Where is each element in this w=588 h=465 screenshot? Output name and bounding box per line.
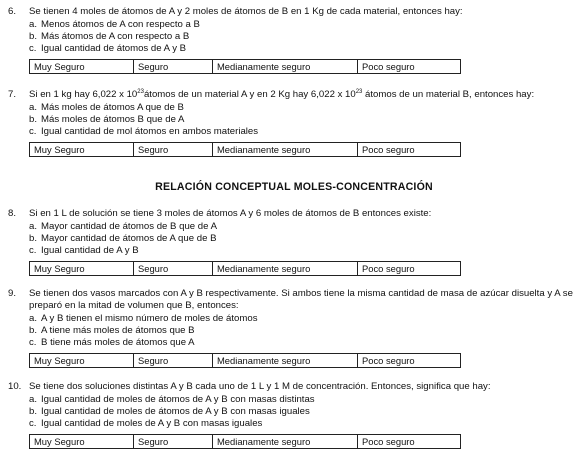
option-a[interactable]: a. Más moles de átomos A que de B [29, 102, 184, 113]
confidence-scale [29, 261, 461, 276]
question-text: Se tienen 4 moles de átomos de A y 2 moles de átomos de B en 1 Kg de cada material, entonces hay: [29, 6, 463, 17]
option-c[interactable]: c. Igual cantidad de A y B [29, 245, 139, 256]
question-stem [8, 208, 584, 220]
question-number: 6. [8, 6, 17, 17]
confidence-seguro[interactable]: Seguro [134, 262, 213, 276]
question-stem [8, 89, 584, 101]
option-c[interactable]: c. Igual cantidad de átomos de A y B [29, 43, 187, 54]
question-stem [8, 381, 584, 393]
question-stem [8, 288, 584, 311]
question-text: Se tienen dos vasos marcados con A y B respectivamente. Si ambos tiene la misma cantidad de masa de azúcar disuelta y A se preparó en la mitad de volumen que B, entonces: [29, 288, 573, 311]
confidence-poco-seguro[interactable]: Poco seguro [358, 435, 461, 449]
option-b[interactable]: b. Igual cantidad de moles de átomos de A y B con masas iguales [29, 406, 310, 417]
question-number: 10. [8, 381, 22, 392]
confidence-seguro[interactable]: Seguro [134, 354, 213, 368]
confidence-muy-seguro[interactable]: Muy Seguro [30, 60, 134, 74]
confidence-scale [29, 353, 461, 368]
confidence-poco-seguro[interactable]: Poco seguro [358, 354, 461, 368]
confidence-muy-seguro[interactable]: Muy Seguro [30, 354, 134, 368]
option-c[interactable]: c. Igual cantidad de mol átomos en ambos materiales [29, 126, 259, 137]
confidence-seguro[interactable]: Seguro [134, 435, 213, 449]
confidence-seguro[interactable]: Seguro [134, 143, 213, 157]
confidence-medianamente-seguro[interactable]: Medianamente seguro [213, 435, 358, 449]
question-text: Si en 1 L de solución se tiene 3 moles de átomos A y 6 moles de átomos de B entonces existe: [29, 208, 432, 219]
confidence-medianamente-seguro[interactable]: Medianamente seguro [213, 60, 358, 74]
option-a[interactable]: a. A y B tienen el mismo número de moles de átomos [29, 313, 258, 324]
confidence-scale [29, 142, 461, 157]
confidence-poco-seguro[interactable]: Poco seguro [358, 60, 461, 74]
confidence-poco-seguro[interactable]: Poco seguro [358, 262, 461, 276]
option-b[interactable]: b. Mayor cantidad de átomos de A que de B [29, 233, 217, 244]
option-a[interactable]: a. Mayor cantidad de átomos de B que de A [29, 221, 217, 232]
option-c[interactable]: c. B tiene más moles de átomos que A [29, 337, 195, 348]
option-b[interactable]: b. Más moles de átomos B que de A [29, 114, 185, 125]
confidence-seguro[interactable]: Seguro [134, 60, 213, 74]
confidence-medianamente-seguro[interactable]: Medianamente seguro [213, 354, 358, 368]
option-a[interactable]: a. Igual cantidad de moles de átomos de A y B con masas distintas [29, 394, 315, 405]
confidence-scale [29, 434, 461, 449]
confidence-scale [29, 59, 461, 74]
question-text: Se tiene dos soluciones distintas A y B cada uno de 1 L y 1 M de concentración. Entonces, significa que hay: [29, 381, 491, 392]
confidence-muy-seguro[interactable]: Muy Seguro [30, 435, 134, 449]
option-a[interactable]: a. Menos átomos de A con respecto a B [29, 19, 200, 30]
question-number: 8. [8, 208, 17, 219]
confidence-medianamente-seguro[interactable]: Medianamente seguro [213, 262, 358, 276]
section-heading: RELACIÓN CONCEPTUAL MOLES-CONCENTRACIÓN [155, 181, 433, 193]
option-c[interactable]: c. Igual cantidad de moles de A y B con masas iguales [29, 418, 263, 429]
confidence-medianamente-seguro[interactable]: Medianamente seguro [213, 143, 358, 157]
confidence-muy-seguro[interactable]: Muy Seguro [30, 262, 134, 276]
option-b[interactable]: b. Más átomos de A con respecto a B [29, 31, 190, 42]
option-b[interactable]: b. A tiene más moles de átomos que B [29, 325, 195, 336]
question-text: Si en 1 kg hay 6,022 x $10^{23}átomos$ de un material A y en 2 Kg hay 6,022 x $10^{23}$ átomos de un material B, entonces hay: [29, 89, 535, 100]
question-stem [8, 6, 584, 18]
confidence-muy-seguro[interactable]: Muy Seguro [30, 143, 134, 157]
question-number: 9. [8, 288, 17, 299]
question-number: 7. [8, 89, 17, 100]
confidence-poco-seguro[interactable]: Poco seguro [358, 143, 461, 157]
